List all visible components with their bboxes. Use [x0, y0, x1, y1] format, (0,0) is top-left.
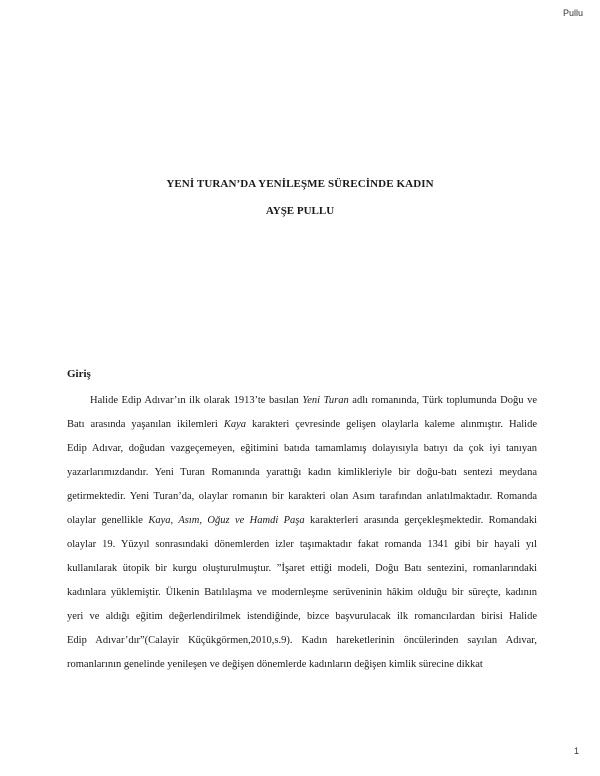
text-segment: kullanılarak ütopik bir kurgu oluşturulmuştur. ”İşaret ettiği modeli, Doğu Batı sentezini, romanlarındaki — [67, 563, 537, 574]
paragraph-line — [67, 609, 537, 633]
paragraph-line — [67, 489, 537, 513]
paper-title: YENİ TURAN’DA YENİLEŞME SÜRECİNDE KADIN — [166, 178, 434, 190]
text-segment: yazarlarımızdandır. Yeni Turan Romanında yarattığı kadın kimlikleriyle bir doğu-batı sentezi meydana — [67, 467, 537, 478]
paragraph-line — [67, 633, 537, 657]
text-segment: kadınlara yüklemiştir. Ülkenin Batılılaşma ve modernleşme serüveninin hâkim olduğu bir süreçte, kadının — [67, 587, 537, 598]
text-segment: getirmektedir. Yeni Turan’da, olaylar romanın bir karakteri olan Asım tarafından anlatılmaktadır. Romanda — [67, 491, 537, 502]
text-segment: olaylar genellikle — [67, 515, 149, 526]
paragraph-line — [67, 417, 537, 441]
paragraph-line — [67, 441, 537, 465]
text-segment: yeri ve aldığı eğitim değerlendirilmek istendiğinde, bizce başvurulacak ilk romancılardan birisi Halide — [67, 611, 537, 622]
paragraph-line — [67, 561, 537, 585]
paragraph-line — [67, 513, 537, 537]
page-number: 1 — [573, 746, 579, 756]
paragraph-line — [67, 657, 537, 681]
paragraph-line — [67, 585, 537, 609]
text-segment: Batı arasında yaşanılan ikilemleri — [67, 419, 224, 430]
text-segment: Halide Edip Adıvar’ın ilk olarak 1913’te basılan — [90, 395, 303, 406]
body-paragraph — [67, 393, 537, 681]
text-segment: karakteri çevresinde gelişen olaylarla kaleme alınmıştır. Halide — [245, 419, 537, 430]
text-segment: Edip Adıvar’dır”(Calayir Küçükgörmen,2010,s.9). Kadın hareketlerinin öncülerinden sayılan Adıvar, — [67, 635, 537, 646]
text-segment: Edip Adıvar, doğudan vazgeçemeyen, eğitimini batıda tamamlamış dolayısıyla batıyı da çok iyi tanıyan — [67, 443, 537, 454]
text-segment: romanlarının genelinde yenileşen ve değişen dönemlerde kadınların değişen kimlik sürecine dikkat — [67, 659, 483, 670]
section-heading: Giriş — [67, 368, 91, 380]
italic-text: Kaya, Asım, Oğuz ve Hamdi Paşa — [148, 515, 305, 526]
text-segment: karakterleri arasında gerçekleşmektedir. Romandaki — [304, 515, 538, 526]
paragraph-line — [67, 393, 537, 417]
text-segment: adlı romanında, Türk toplumunda Doğu ve — [348, 395, 537, 406]
author-name: AYŞE PULLU — [265, 205, 335, 217]
paragraph-line — [67, 537, 537, 561]
running-head: Pullu — [562, 8, 583, 18]
paragraph-line — [67, 465, 537, 489]
text-segment: olaylar 19. Yüzyıl sonrasındaki dönemlerden izler taşımaktadır fakat romanda 1341 gibi bir hayali yıl — [67, 539, 537, 550]
italic-text: Kaya — [223, 419, 246, 430]
italic-text: Yeni Turan — [302, 395, 349, 406]
